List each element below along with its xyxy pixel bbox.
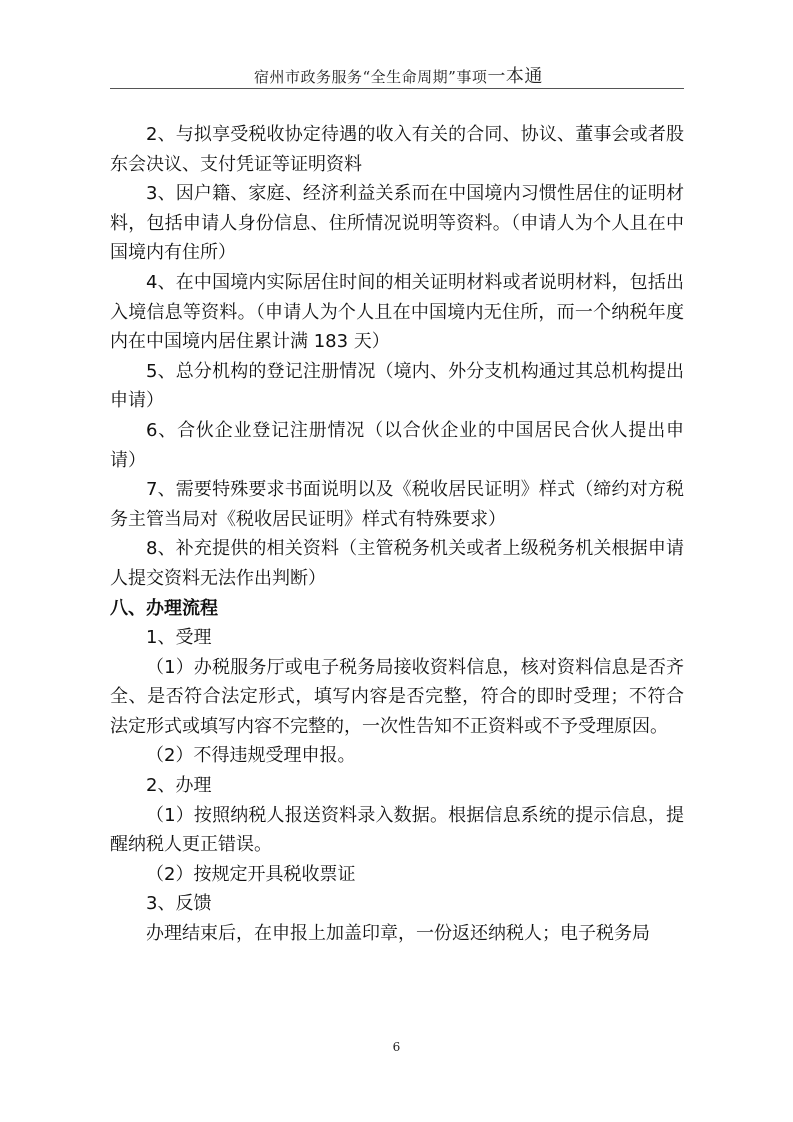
body-text xyxy=(110,120,684,949)
paragraph-item-8: 8、补充提供的相关资料（主管税务机关或者上级税务机关根据申请人提交资料无法作出判断） xyxy=(110,538,684,589)
process-accept-detail-2: （2）不得违规受理申报。 xyxy=(146,745,356,767)
process-step-accept: 1、受理 xyxy=(146,627,212,649)
header-title: 宿州市政务服务“全生命周期”事项 xyxy=(254,68,488,86)
paragraph-item-4: 4、在中国境内实际居住时间的相关证明材料或者说明材料，包括出入境信息等资料。（申请人为个人且在中国境内无住所，而一个纳税年度内在中国境内居住累计满 183 天） xyxy=(110,271,684,353)
process-accept-detail-1: （1）办税服务厅或电子税务局接收资料信息，核对资料信息是否齐全、是否符合法定形式，填写内容是否完整，符合的即时受理；不符合法定形式或填写内容不完整的，一次性告知不正资料或不予受理原因。 xyxy=(110,656,684,737)
paragraph-item-7: 7、需要特殊要求书面说明以及《税收居民证明》样式（缔约对方税务主管当局对《税收居民证明》样式有特殊要求） xyxy=(110,479,684,530)
process-step-feedback: 3、反馈 xyxy=(146,893,212,915)
paragraph-item-6: 6、合伙企业登记注册情况（以合伙企业的中国居民合伙人提出申请） xyxy=(110,419,684,471)
paragraph-item-2: 2、与拟享受税收协定待遇的收入有关的合同、协议、董事会或者股东会决议、支付凭证等证明资料 xyxy=(110,124,684,175)
header-rule xyxy=(110,88,684,89)
page-number: 6 xyxy=(392,1040,401,1054)
paragraph-item-3: 3、因户籍、家庭、经济利益关系而在中国境内习惯性居住的证明材料，包括申请人身份信息、住所情况说明等资料。（申请人为个人且在中国境内有住所） xyxy=(110,183,684,264)
process-step-handle: 2、办理 xyxy=(146,775,212,797)
section-heading: 八、办理流程 xyxy=(110,597,218,619)
paragraph-item-5: 5、总分机构的登记注册情况（境内、外分支机构通过其总机构提出申请） xyxy=(110,360,684,412)
process-feedback-detail: 办理结束后，在申报上加盖印章，一份返还纳税人；电子税务局 xyxy=(146,923,650,945)
header-title-tail: 一本通 xyxy=(487,66,543,87)
page-header xyxy=(254,62,544,88)
process-handle-detail-2: （2）按规定开具税收票证 xyxy=(146,863,356,885)
process-handle-detail-1: （1）按照纳税人报送资料录入数据。根据信息系统的提示信息，提醒纳税人更正错误。 xyxy=(110,804,684,856)
